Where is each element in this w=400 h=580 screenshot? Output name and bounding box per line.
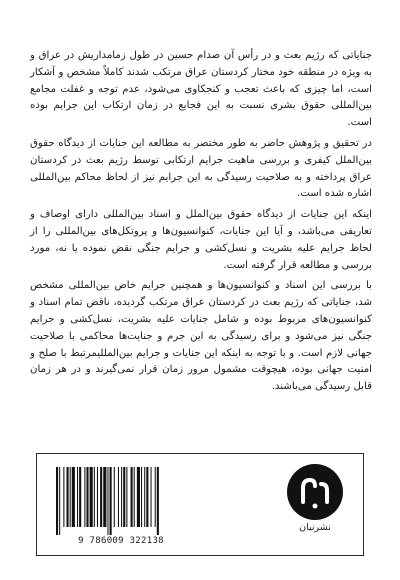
back-cover-text [30,48,372,400]
isbn-number: 9 786009 322138 [52,536,190,546]
isbn-barcode [52,467,190,545]
publisher-name: نشرنیان [299,522,331,533]
paragraph-3: اینکه این جنایات از دیدگاه حقوق بین‌الملل و اسناد بین‌المللی دارای اوصاف و تعاریفی می‌باشد، و آیا این جنایات، کنوانسیون‌ها و پروتکل‌های بین‌المللی را از لحاظ جرایم علیه بشریت و نسل‌کشی و جرایم جنگی نقض نموده یا نه، مورد بررسی و مطالعه قرار گرفته است. [30,209,372,271]
barcode-bars [52,467,190,535]
paragraph-1: جنایاتی که رژیم بعث و در رأس آن صدام حسین در طول زمامداریش در عراق و به ویژه در منطقه خود مختار کردستان عراق مرتکب شدند کاملاً مشخص و آشکار است، اما چیزی که باعث تعجب و کنجکاوی می‌شود، عدم توجه و غفلت مجامع بین‌المللی حقوق بشری نسبت به این فجایع در زمان ارتکاب این جرایم بوده است. [30,50,372,129]
paragraph-2: در تحقیق و پژوهش حاضر به طور مختصر به مطالعه این جنایات از دیدگاه حقوق بین‌الملل کیفری و بررسی ماهیت جرایم ارتکابی توسط رژیم بعث در کردستان عراق پرداخته و به صلاحیت رسیدگی به این جرایم نیز از لحاظ محاکم بین‌المللی اشاره شده است. [30,137,372,200]
publisher-logo-icon [285,462,345,522]
paragraph-4: با بررسی این اسناد و کنوانسیون‌ها و همچنین جرایم خاص بین‌المللی مشخص شد، جنایاتی که رژیم بعث در کردستان عراق مرتکب گردیده، ناقض تمام اسناد و کنوانسیون‌های مربوط بوده و شامل جنایات علیه بشریت، نسل‌کشی و جرایم جنگی نیز می‌شود و برای رسیدگی به این جرم و جنایت‌ها محاکمی با صلاحیت جهانی لازم است. و با توجه به اینکه این جنایات و جرایم بین‌المللیمرتبط با صلح و امنیت جهانی بوده، هیچوقت مشمول مرور زمان قرار نمی‌گیرند و در هر زمان قابل رسیدگی می‌باشند. [30,280,372,393]
